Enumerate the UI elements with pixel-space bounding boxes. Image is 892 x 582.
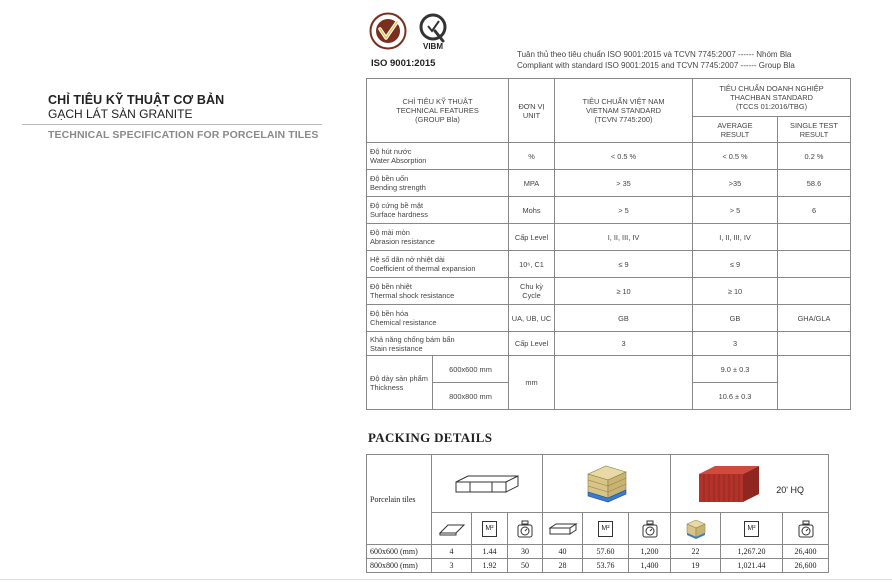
tile-icon xyxy=(432,513,472,545)
spec-row: Độ mài mòn Abrasion resistance Cấp Level I, II, III, IV I, II, III, IV xyxy=(367,224,851,251)
thickness-row: 800x800 mm 10.6 ± 0.3 xyxy=(367,383,851,410)
container-image xyxy=(671,455,829,513)
header-average-result: AVERAGE RESULT xyxy=(693,117,778,143)
title-en: TECHNICAL SPECIFICATION FOR PORCELAIN TILES xyxy=(48,129,319,141)
header-vn-standard: TIÊU CHUẨN VIỆT NAM VIETNAM STANDARD (TCVN 7745:200) xyxy=(555,79,693,143)
spec-row: Độ hút nước Water Absorption % < 0.5 % < 0.5 % 0.2 % xyxy=(367,143,851,170)
m2-icon: M² xyxy=(583,513,629,545)
weight-icon xyxy=(783,513,829,545)
header-company-standard: TIÊU CHUẨN DOANH NGHIỆP THACHBAN STANDARD (TCCS 01:2016/TBG) xyxy=(693,79,851,117)
vibm-logo xyxy=(413,12,453,54)
spec-row: Độ cứng bề mặt Surface hardness Mohs > 5 > 5 6 xyxy=(367,197,851,224)
box-small-icon xyxy=(543,513,583,545)
spec-row: Độ bền nhiệt Thermal shock resistance Chu kỳ Cycle ≥ 10 ≥ 10 xyxy=(367,278,851,305)
title-divider xyxy=(22,124,322,125)
packing-table xyxy=(366,454,829,573)
weight-icon xyxy=(508,513,543,545)
spec-table xyxy=(366,78,851,410)
header-criteria: CHỈ TIÊU KỸ THUẬT TECHNICAL FEATURES (GROUP Bla) xyxy=(367,79,509,143)
packing-row: 800x800 (mm) 3 1.92 50 28 53.76 1,400 19 1,021.44 26,600 xyxy=(367,559,829,573)
packing-row-label: Porcelain tiles xyxy=(367,455,432,545)
box-image xyxy=(432,455,543,513)
svg-text:VIBM: VIBM xyxy=(423,42,443,51)
header-single-result: SINGLE TEST RESULT xyxy=(778,117,851,143)
pallet-small-icon xyxy=(671,513,721,545)
weight-icon xyxy=(629,513,671,545)
thickness-row: Độ dày sản phẩm Thickness 600x600 mm mm 9.0 ± 0.3 xyxy=(367,356,851,383)
packing-title: PACKING DETAILS xyxy=(368,430,493,445)
spec-row: Khả năng chống bám bẩn Stain resistance Cấp Level 3 3 xyxy=(367,332,851,356)
bottom-divider xyxy=(0,579,892,580)
m2-icon: M² xyxy=(721,513,783,545)
spec-row: Độ bền hóa Chemical resistance UA, UB, UC GB GB GHA/GLA xyxy=(367,305,851,332)
hvn-quality-logo xyxy=(369,12,407,50)
subtitle-vn: GẠCH LÁT SÀN GRANITE xyxy=(48,107,193,121)
spec-row: Độ bền uốn Bending strength MPA > 35 >35 58.6 xyxy=(367,170,851,197)
packing-icons-row xyxy=(367,513,829,545)
compliance-en: Compliant with standard ISO 9001:2015 and TCVN 7745:2007 ------ Group Bla xyxy=(517,61,795,70)
container-label: 20' HQ xyxy=(776,485,804,495)
pallet-image xyxy=(543,455,671,513)
spec-row: Hệ số dãn nở nhiệt dài Coefficient of thermal expansion 10⁶, C1 ≤ 9 ≤ 9 xyxy=(367,251,851,278)
m2-icon: M² xyxy=(472,513,508,545)
iso-label: ISO 9001:2015 xyxy=(371,58,436,69)
header-unit: ĐƠN VỊ UNIT xyxy=(509,79,555,143)
title-vn: CHỈ TIÊU KỸ THUẬT CƠ BẢN xyxy=(48,93,225,107)
compliance-vn: Tuân thủ theo tiêu chuẩn ISO 9001:2015 và TCVN 7745:2007 ------ Nhóm Bla xyxy=(517,50,792,59)
packing-row: 600x600 (mm) 4 1.44 30 40 57.60 1,200 22 1,267.20 26,400 xyxy=(367,545,829,559)
